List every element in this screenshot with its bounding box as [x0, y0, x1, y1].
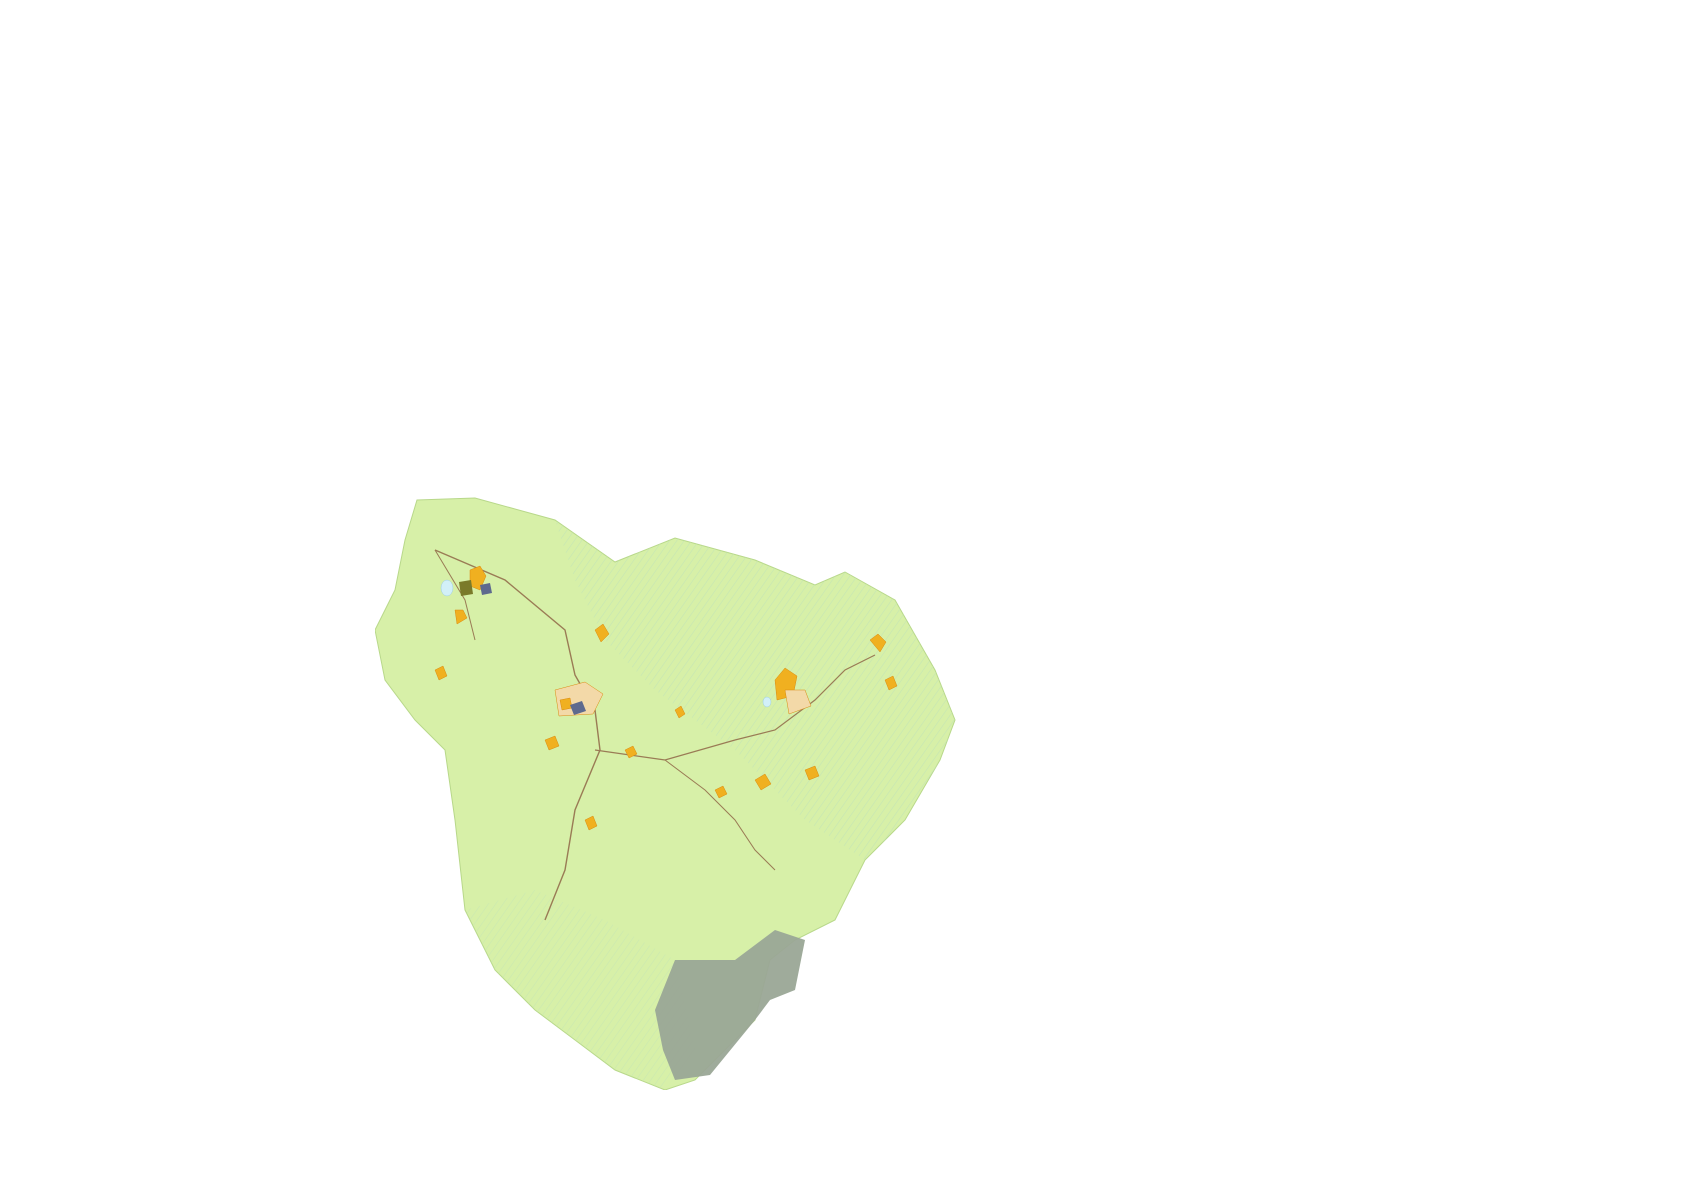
zoning-map — [375, 490, 965, 1090]
water-body — [763, 697, 771, 707]
production-zone — [480, 583, 492, 595]
map-legend — [1038, 525, 1478, 530]
agricultural-zone — [459, 580, 473, 596]
settlement-marker — [560, 698, 572, 710]
water-body — [441, 580, 453, 596]
